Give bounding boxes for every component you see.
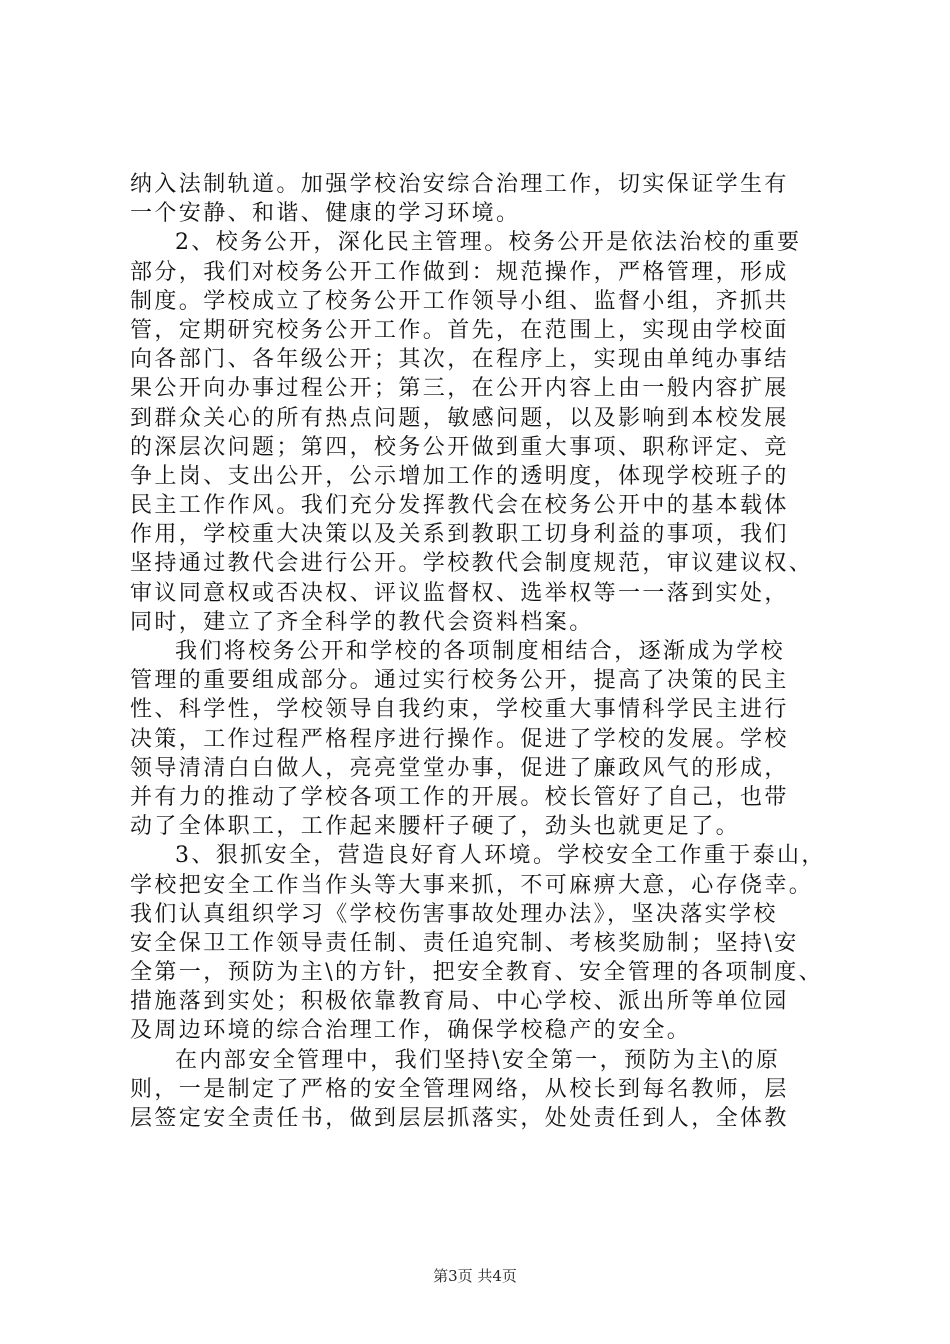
text-line: 部分，我们对校务公开工作做到：规范操作，严格管理，形成 (130, 259, 789, 285)
text-line: 同时，建立了齐全科学的教代会资料档案。 (130, 609, 594, 635)
text-line: 在内部安全管理中，我们坚持\安全第一，预防为主\的原 (175, 1047, 781, 1073)
text-line: 性、科学性，学校领导自我约束，学校重大事情科学民主进行 (130, 697, 789, 723)
text-line: 管理的重要组成部分。通过实行校务公开，提高了决策的民主 (130, 668, 789, 694)
text-line: 决策，工作过程严格程序进行操作。促进了学校的发展。学校 (130, 726, 789, 752)
text-line: 到群众关心的所有热点问题，敏感问题，以及影响到本校发展 (130, 405, 789, 431)
text-line: 我们认真组织学习《学校伤害事故处理办法》，坚决落实学校 (130, 901, 778, 927)
text-line: 坚持通过教代会进行公开。学校教代会制度规范，审议建议权、 (130, 551, 814, 577)
text-line: 层签定安全责任书，做到层层抓落实，处处责任到人，全体教 (130, 1106, 789, 1131)
text-line: 争上岗、支出公开，公示增加工作的透明度，体现学校班子的 (130, 463, 789, 489)
text-line: 安全保卫工作领导责任制、责任追究制、考核奖励制；坚持\安 (130, 930, 799, 956)
text-line: 领导清清白白做人，亮亮堂堂办事，促进了廉政风气的形成， (130, 755, 789, 781)
text-line: 全第一，预防为主\的方针，把安全教育、安全管理的各项制度、 (130, 960, 824, 986)
text-line: 3、狠抓安全，营造良好育人环境。学校安全工作重于泰山， (175, 843, 826, 869)
text-line: 我们将校务公开和学校的各项制度相结合，逐渐成为学校 (175, 639, 786, 664)
text-line: 作用，学校重大决策以及关系到教职工切身利益的事项，我们 (130, 522, 789, 548)
document-body (130, 170, 830, 1133)
text-line: 的深层次问题；第四，校务公开做到重大事项、职称评定、竞 (130, 434, 789, 460)
text-line: 2、校务公开，深化民主管理。校务公开是依法治校的重要 (175, 230, 802, 256)
text-line: 审议同意权或否决权、评议监督权、选举权等一一落到实处， (130, 580, 789, 606)
text-line: 措施落到实处；积极依靠教育局、中心学校、派出所等单位园 (130, 989, 789, 1015)
text-line: 制度。学校成立了校务公开工作领导小组、监督小组，齐抓共 (130, 288, 789, 314)
page-footer: 第3页 共4页 (433, 1267, 517, 1285)
text-line: 果公开向办事过程公开；第三，在公开内容上由一般内容扩展 (130, 376, 789, 402)
text-line: 向各部门、各年级公开；其次，在程序上，实现由单纯办事结 (130, 347, 789, 373)
text-line: 一个安静、和谐、健康的学习环境。 (130, 201, 521, 227)
text-line: 则，一是制定了严格的安全管理网络，从校长到每名教师，层 (130, 1076, 789, 1102)
text-line: 学校把安全工作当作头等大事来抓，不可麻痹大意，心存侥幸。 (130, 872, 814, 898)
text-line: 管，定期研究校务公开工作。首先，在范围上，实现由学校面 (130, 317, 789, 343)
text-line: 并有力的推动了学校各项工作的开展。校长管好了自己，也带 (130, 784, 789, 810)
text-line: 纳入法制轨道。加强学校治安综合治理工作，切实保证学生有 (130, 172, 789, 197)
text-line: 民主工作作风。我们充分发挥教代会在校务公开中的基本载体 (130, 493, 789, 519)
text-line: 及周边环境的综合治理工作，确保学校稳产的安全。 (130, 1018, 692, 1044)
text-line: 动了全体职工，工作起来腰杆子硬了，劲头也就更足了。 (130, 814, 741, 840)
